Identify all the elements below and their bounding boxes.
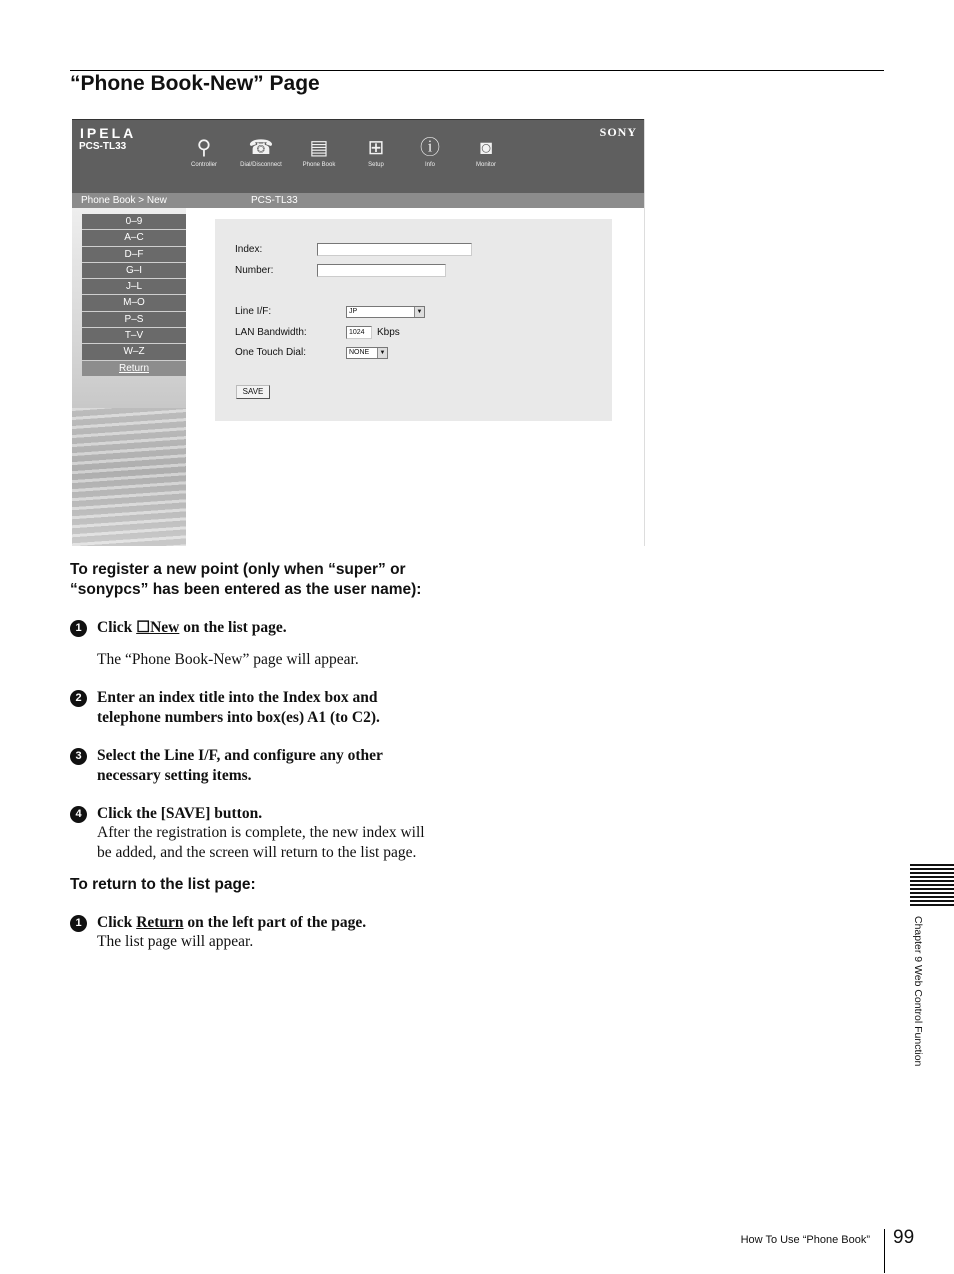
step-text-part: telephone numbers into box(es) A1 (to C2).: [97, 708, 380, 726]
index-item-m-o[interactable]: M–O: [82, 295, 186, 311]
footer-rule: [884, 1229, 885, 1273]
step-number: 1: [70, 620, 87, 637]
nav-label: Monitor: [475, 162, 496, 168]
toolbox-icon: ⊞: [367, 137, 385, 159]
top-rule: [70, 70, 884, 71]
breadcrumb: Phone Book > New: [81, 195, 167, 206]
number-input[interactable]: [317, 264, 446, 277]
chevron-down-icon: ▼: [377, 348, 387, 358]
nav-label: Setup: [368, 162, 384, 168]
step-instruction: [97, 913, 467, 933]
new-entry-form: [215, 219, 612, 421]
lan-bandwidth-unit: Kbps: [377, 327, 400, 338]
step-1-note: The “Phone Book-New” page will appear.: [97, 651, 359, 668]
new-link[interactable]: ☐New: [136, 619, 180, 636]
one-touch-dial-value: NONE: [349, 349, 370, 356]
chapter-tab: [911, 916, 925, 1096]
nav-monitor[interactable]: [464, 134, 508, 174]
index-item-d-f[interactable]: D–F: [82, 247, 186, 263]
phone-book-icon: ▤: [309, 137, 329, 159]
lan-bandwidth-input[interactable]: 1024: [346, 326, 372, 339]
page-number: 99: [893, 1227, 915, 1248]
index-list: [82, 214, 186, 377]
number-label: Number:: [235, 265, 274, 276]
note-line: After the registration is complete, the new index will: [97, 824, 425, 841]
one-touch-dial-label: One Touch Dial:: [235, 347, 306, 358]
index-item-t-v[interactable]: T–V: [82, 328, 186, 344]
step-text-part: Enter an index title into the Index box and: [97, 689, 378, 706]
section-return-title: To return to the list page:: [70, 876, 256, 893]
section-title-line: To register a new point (only when “super” or: [70, 561, 406, 578]
phone-book-new-screenshot: [72, 119, 645, 546]
line-if-select[interactable]: [346, 306, 425, 318]
nav-setup[interactable]: [355, 134, 397, 174]
index-item-w-z[interactable]: W–Z: [82, 344, 186, 360]
sidebar: [72, 208, 186, 546]
step-text-part: on the left part of the page.: [183, 914, 367, 931]
footer-section-title: How To Use “Phone Book”: [740, 1234, 870, 1246]
index-label: Index:: [235, 244, 263, 255]
section-title-line: “sonypcs” has been entered as the user name):: [70, 581, 422, 598]
nav-label: Controller: [190, 162, 217, 168]
nav-label: Phone Book: [302, 162, 336, 168]
app-header: [72, 119, 645, 193]
index-item-j-l[interactable]: J–L: [82, 279, 186, 295]
index-item-0-9[interactable]: 0–9: [82, 214, 186, 230]
return-link[interactable]: Return: [82, 361, 186, 377]
step-number: 2: [70, 690, 87, 707]
controller-icon: ⚲: [196, 137, 212, 159]
step-text-part: necessary setting items.: [97, 766, 252, 784]
maker-logo: SONY: [599, 125, 637, 139]
section-register-title: [70, 560, 421, 600]
nav-label: Info: [424, 162, 435, 168]
bar-model-name: PCS-TL33: [251, 195, 298, 206]
return-link-text[interactable]: Return: [136, 914, 184, 931]
step-instruction: [97, 688, 467, 727]
monitor-icon: ◙: [479, 137, 493, 159]
step-4-note: [97, 823, 477, 862]
index-item-a-c[interactable]: A–C: [82, 230, 186, 246]
chevron-down-icon: ▼: [414, 307, 424, 317]
return-step-1-note: The list page will appear.: [97, 933, 254, 950]
brand-logo: IPELA: [80, 125, 137, 141]
step-text-part: on the list page.: [179, 619, 287, 636]
nav-info[interactable]: [410, 134, 450, 174]
nav-phone-book[interactable]: [294, 134, 344, 174]
step-text-part: Select the Line I/F, and configure any other: [97, 747, 383, 764]
one-touch-dial-select[interactable]: [346, 347, 388, 359]
step-number: 4: [70, 806, 87, 823]
phone-icon: ☎: [248, 137, 274, 159]
nav-label: Dial/Disconnect: [240, 162, 282, 168]
line-if-value: JP: [349, 308, 358, 315]
page-title: “Phone Book-New” Page: [70, 72, 320, 95]
model-name: PCS-TL33: [79, 141, 127, 152]
index-item-p-s[interactable]: P–S: [82, 312, 186, 328]
chapter-label: Chapter 9 Web Control Function: [912, 916, 924, 1067]
note-line: be added, and the screen will return to the list page.: [97, 843, 417, 861]
step-text-part: Click: [97, 914, 137, 931]
sidebar-decoration: [72, 408, 186, 546]
step-instruction: [97, 746, 467, 785]
chapter-tab-marker: [910, 864, 954, 906]
step-text-part: Click: [97, 619, 137, 636]
index-input[interactable]: [317, 243, 472, 256]
save-button[interactable]: SAVE: [236, 385, 270, 399]
lan-bandwidth-label: LAN Bandwidth:: [235, 327, 307, 338]
nav-dial-disconnect[interactable]: [230, 134, 292, 174]
index-item-g-i[interactable]: G–I: [82, 263, 186, 279]
step-instruction: Click the [SAVE] button.: [97, 805, 263, 822]
step-number: 1: [70, 915, 87, 932]
step-number: 3: [70, 748, 87, 765]
nav-controller[interactable]: [180, 134, 228, 174]
info-icon: ⓘ: [420, 137, 440, 159]
location-bar: [72, 193, 645, 208]
step-instruction: [97, 618, 467, 638]
line-if-label: Line I/F:: [235, 306, 272, 317]
